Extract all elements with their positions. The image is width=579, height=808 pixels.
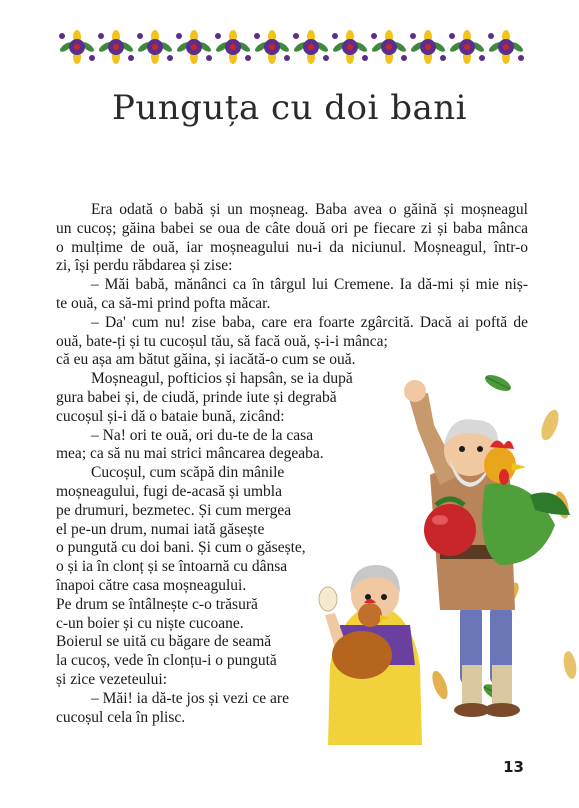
story-line: și zice vezeteului: [56,670,168,688]
flower-motif-icon [449,30,486,64]
story-line: c-un boier și cu niște cucoane. [56,614,244,632]
leaf-icon [483,372,513,395]
flower-motif-icon [254,30,291,64]
story-line: Pe drum se întâlnește c-o trăsură [56,595,258,613]
rooster-figure [482,440,570,565]
story-line: zi, își perdu răbdarea și zise: [56,257,233,275]
flower-motif-icon [293,30,330,64]
story-line: o și ia în clonț și se întoarnă cu dânsa [56,558,288,576]
story-line: o mulțime de ouă, iar moșneagului nu-i da niciunul. Moșneagul, într-o [56,238,528,256]
story-line: ouă, bate-ți și tu cucoșul tău, să facă ouă, ș-i-i mânca; [56,332,388,350]
story-line: Boierul se uită cu băgare de seamă [56,633,272,651]
flower-motif-icon [215,30,252,64]
story-line: pe drumuri, bezmetec. Și cum mergea [56,501,292,519]
story-line: mea; ca să nu mai strici mâncarea degeaba. [56,445,324,463]
leaf-icon [562,650,579,680]
story-line: Cucoșul, cum scăpă din mânile [91,464,285,482]
story-line: Era odată o babă și un moșneag. Baba avea o găină și moșneagul [91,201,528,218]
story-line: te ouă, ca să-mi prind pofta măcar. [56,294,271,312]
flower-motif-icon [332,30,369,64]
story-line: că eu așa am bătut găina, și iacătă-o cum se ouă. [56,351,356,369]
flower-motif-icon [137,30,174,64]
story-line: cucoșul cela în plisc. [56,708,186,726]
page-number: 13 [503,758,524,776]
story-line: gura babei și, de ciudă, prinde iute și degrabă [56,388,337,406]
story-line: moșneagului, fugi de-acasă și umbla [56,482,282,500]
page-title: Punguța cu doi bani [111,88,468,128]
story-line: un cucoș; găina babei se oua de câte două ori pe fiecare zi și baba mânca [56,219,528,237]
flower-motif-icon [98,30,135,64]
story-line: – Na! ori te ouă, ori du-te de la casa [91,426,314,444]
story-illustration [300,365,579,745]
flower-motif-icon [59,30,96,64]
flower-motif-icon [371,30,408,64]
leaf-icon [429,669,451,701]
story-line: înapoi către casa moșneagului. [56,576,247,594]
story-line: cucoșul și-i dă o bataie bună, zicând: [56,407,285,425]
leaf-icon [538,408,562,443]
story-line: – Măi! ia dă-te jos și vezi ce are [91,689,289,707]
flower-motif-icon [410,30,447,64]
flower-motif-icon [176,30,213,64]
story-line: Moșneagul, pofticios și hapsân, se ia după [91,370,353,388]
story-line: o pungută cu doi bani. Și cum o găsește, [56,539,306,557]
story-line: la cucoș, vede în clonțu-i o pungută [56,652,277,670]
floral-ornament-border [58,30,526,64]
story-line: – Măi babă, mănânci ca în târgul lui Cremene. Ia dă-mi și mie niș- [91,276,528,294]
flower-motif-icon [488,30,525,64]
story-line: el pe-un drum, numai iată găsește [56,520,265,538]
story-line: – Da' cum nu! zise baba, care era foarte zgârcită. Dacă ai poftă de [91,313,528,331]
